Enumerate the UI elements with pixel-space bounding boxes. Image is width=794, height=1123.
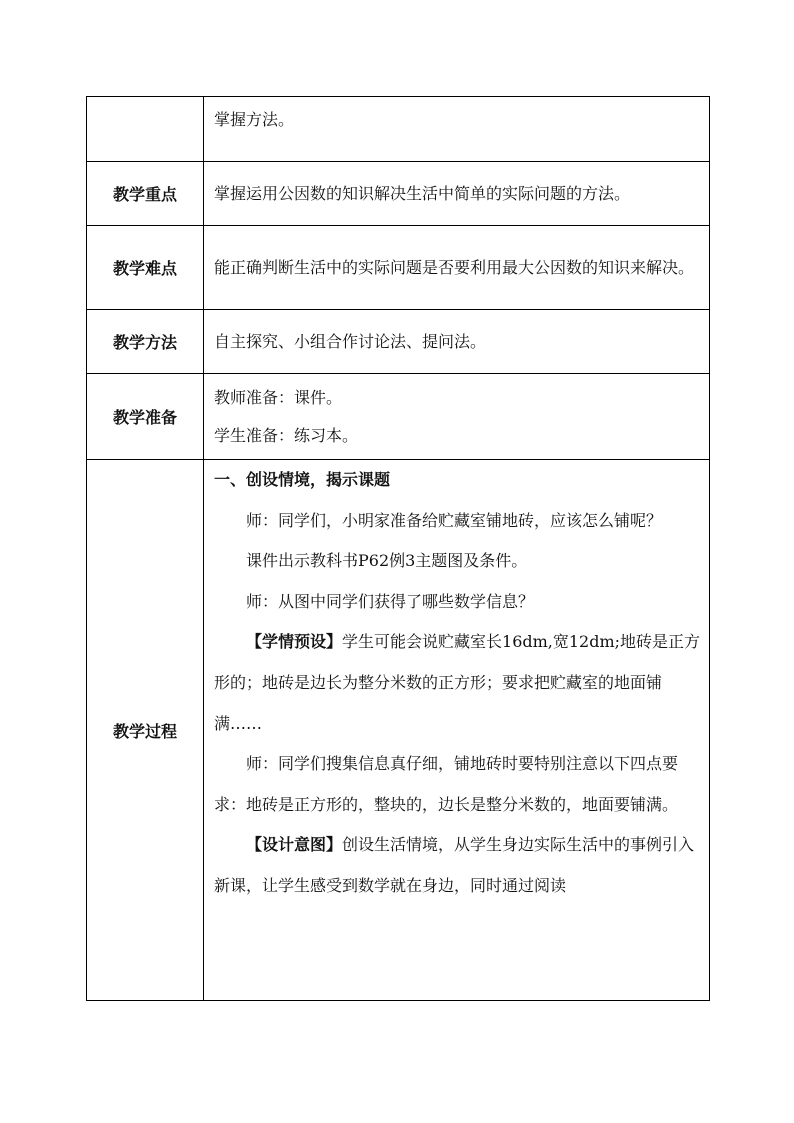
row-content-method-continuation [204, 97, 710, 162]
preset-text: 学生可能会说贮藏室长16dm,宽12dm;地砖是正方形的；地砖是边长为整分米数的正方形；要求把贮藏室的地面铺满…… [214, 632, 701, 733]
row-content-methods [204, 310, 710, 374]
row-label-difficulties: 教学难点 [87, 226, 204, 310]
content-line: 掌握方法。 [214, 110, 295, 129]
lesson-plan-table [86, 96, 710, 1001]
table-row-difficulties [87, 226, 710, 310]
table-row-process [87, 460, 710, 1001]
paragraph-courseware: 课件出示教科书P62例3主题图及条件。 [246, 551, 528, 571]
paragraph-teacher-intro: 师：同学们，小明家准备给贮藏室铺地砖，应该怎么铺呢？ [246, 510, 663, 530]
paragraph-teacher-requirements: 师：同学们搜集信息真仔细，铺地砖时要特别注意以下四点要求：地砖是正方形的，整块的，边长是整分米数的，地面要铺满。 [214, 754, 679, 814]
section-heading: 一、创设情境，揭示课题 [214, 470, 391, 489]
row-content-preparation [204, 374, 710, 460]
row-content-difficulties [204, 226, 710, 310]
row-label-empty [87, 97, 204, 162]
content-line-student-prep: 学生准备：练习本。 [214, 425, 359, 445]
content-line: 掌握运用公因数的知识解决生活中简单的实际问题的方法。 [214, 183, 631, 203]
content-line-teacher-prep: 教师准备：课件。 [214, 387, 343, 407]
paragraph-design-intent [214, 825, 701, 906]
paragraph-teacher-question: 师：从图中同学们获得了哪些数学信息？ [246, 591, 535, 611]
content-line: 能正确判断生活中的实际问题是否要利用最大公因数的知识来解决。 [214, 257, 695, 277]
row-label-preparation: 教学准备 [87, 374, 204, 460]
paragraph-student-preset [214, 622, 701, 744]
content-line: 自主探究、小组合作讨论法、提问法。 [214, 331, 487, 351]
row-content-key-points [204, 162, 710, 226]
intent-text: 创设生活情境，从学生身边实际生活中的事例引入新课，让学生感受到数学就在身边，同时通过阅读 [214, 835, 695, 895]
table-row-preparation [87, 374, 710, 460]
row-content-process [204, 460, 710, 1001]
row-label-methods: 教学方法 [87, 310, 204, 374]
intent-label: 【设计意图】 [246, 835, 343, 855]
table-row-method-continuation [87, 97, 710, 162]
table-row-key-points [87, 162, 710, 226]
table-row-methods [87, 310, 710, 374]
row-label-process: 教学过程 [87, 460, 204, 1001]
preset-label: 【学情预设】 [246, 632, 343, 652]
row-label-key-points: 教学重点 [87, 162, 204, 226]
